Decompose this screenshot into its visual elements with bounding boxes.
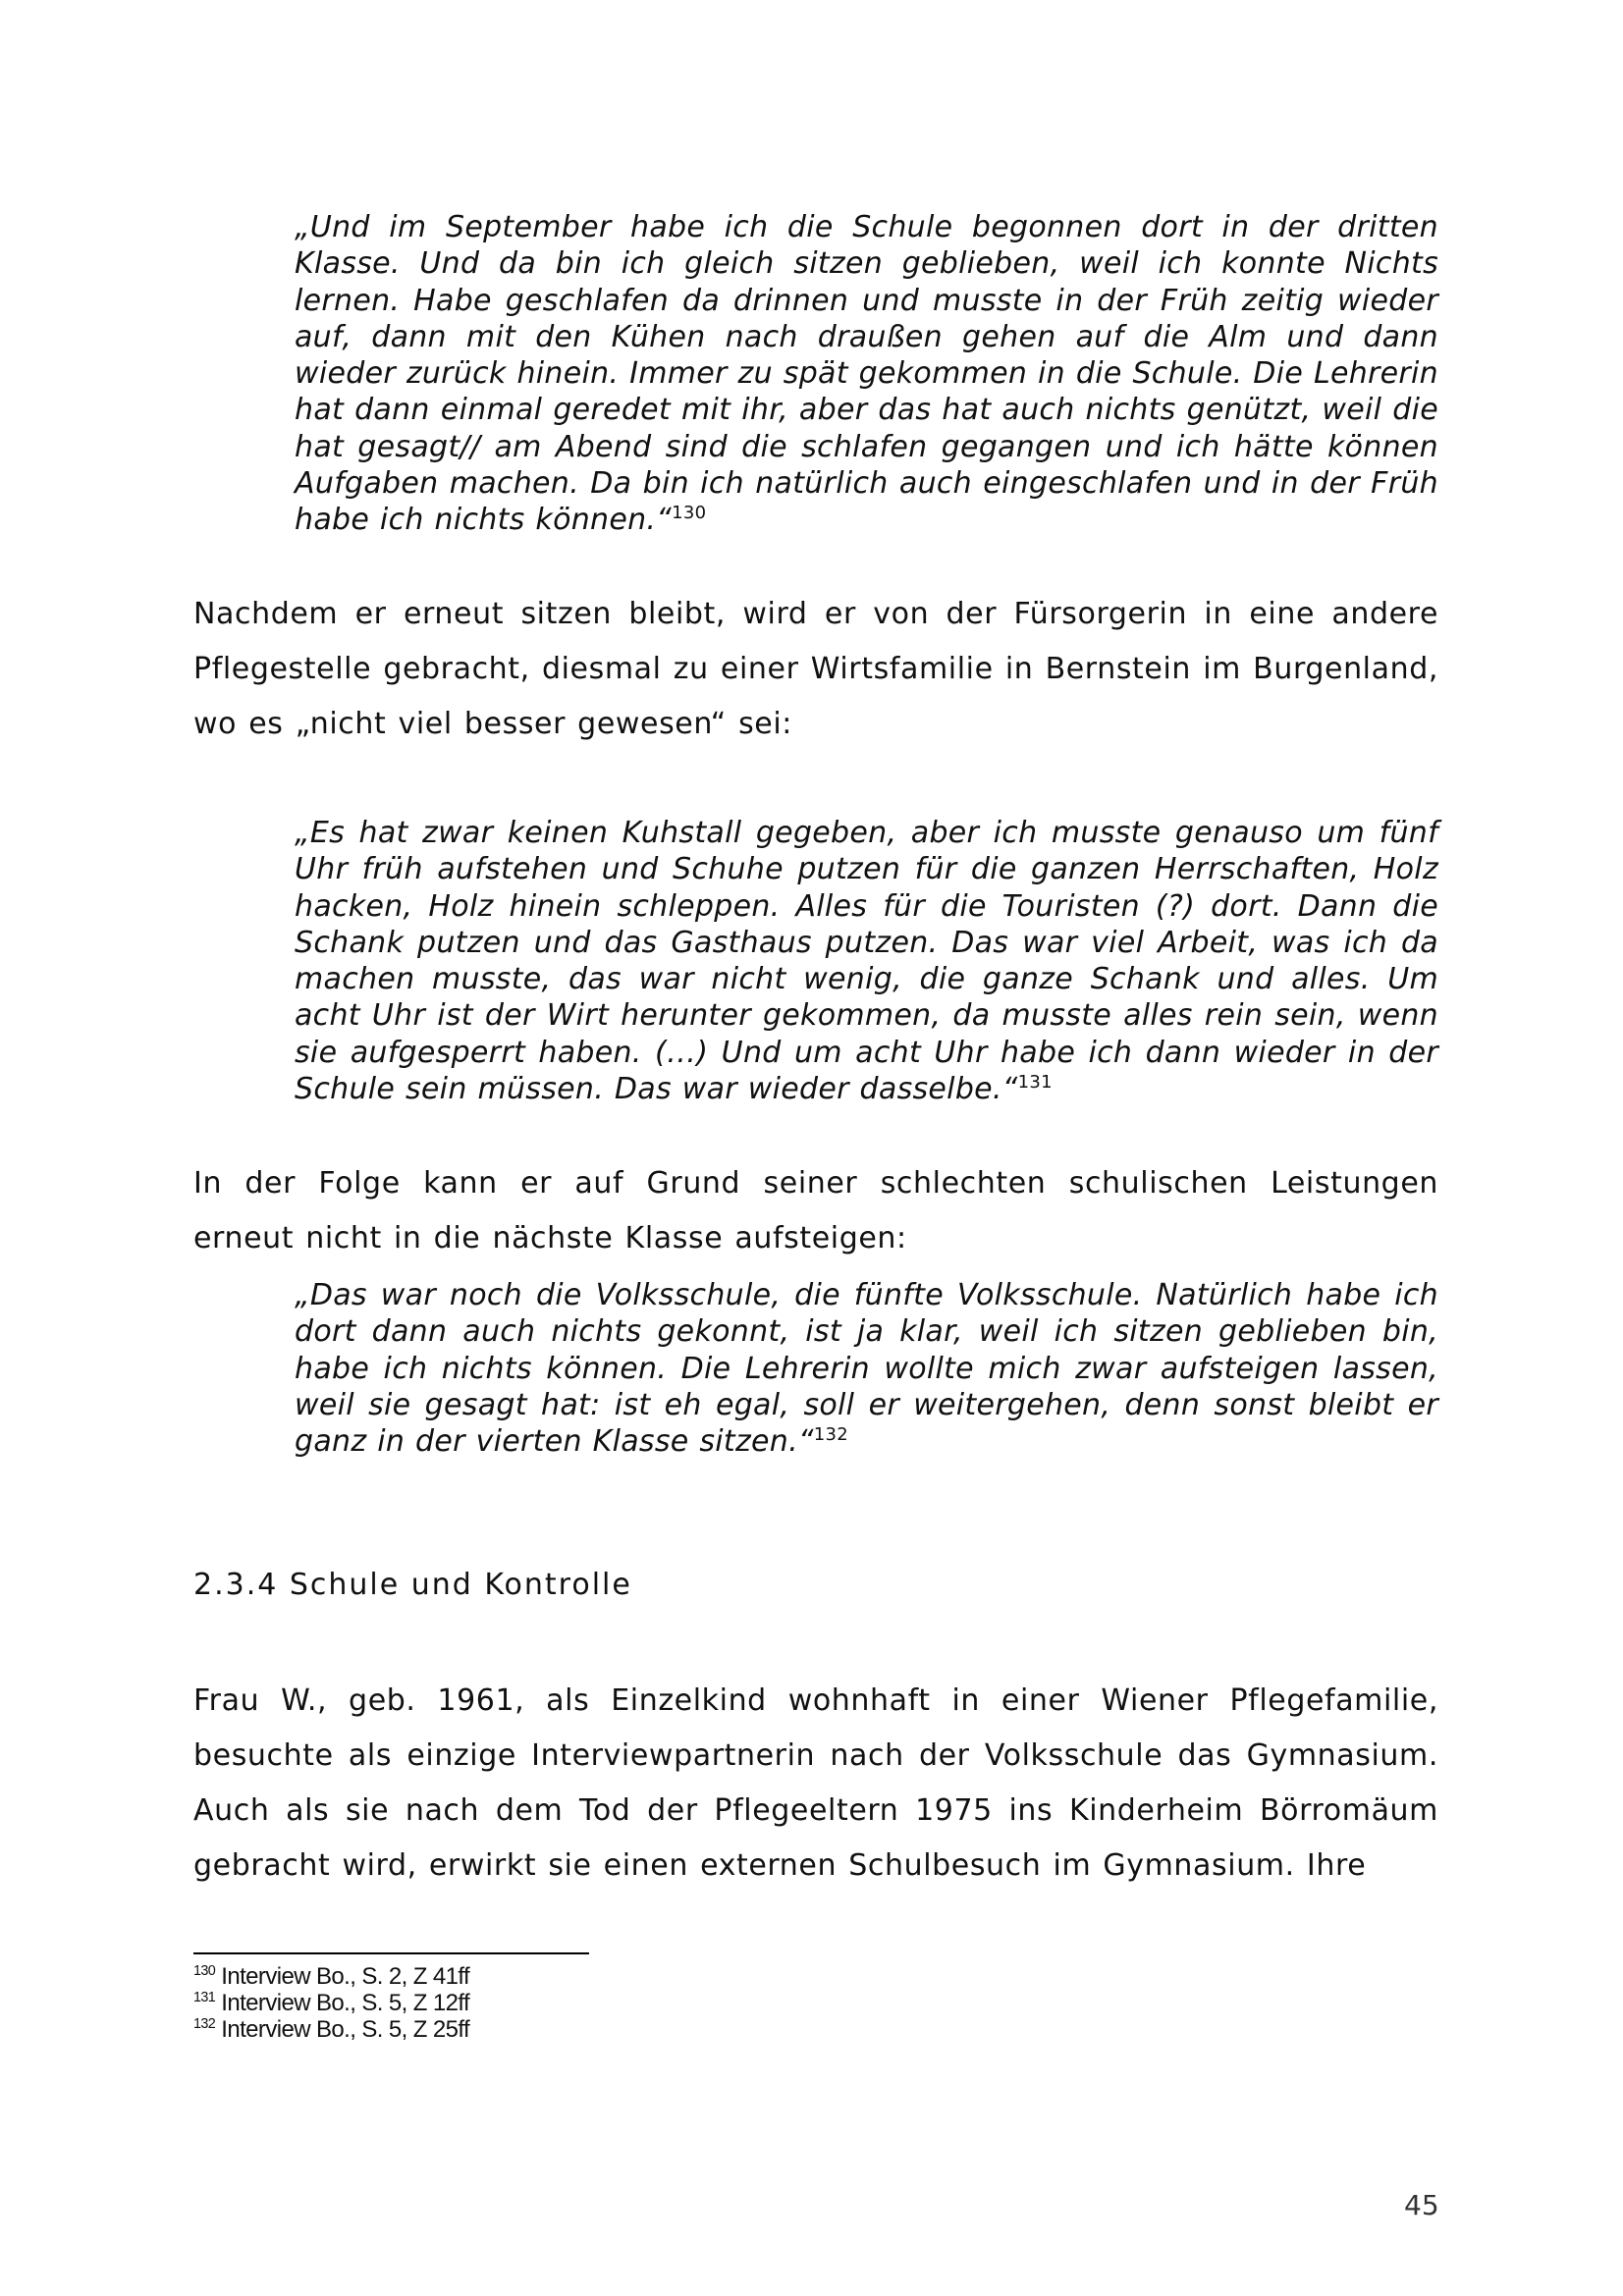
quote-3-text: „Das war noch die Volksschule, die fünfte Volksschule. Natürlich habe ich dort dann auch nichts gekonnt, ist ja klar, weil ich sitzen geblieben bin, habe ich nichts können. Die Lehrerin wollte mich zwar aufsteigen lassen, weil sie gesagt hat: ist eh egal, soll er weitergehen, denn sonst bleibt er ganz in der vierten Klasse sitzen.“ bbox=[295, 1278, 1438, 1460]
body-paragraph-2: In der Folge kann er auf Grund seiner schlechten schulischen Leistungen erneut nicht in die nächste Klasse aufsteigen: bbox=[193, 1166, 1438, 1255]
body-paragraph-3: Frau W., geb. 1961, als Einzelkind wohnhaft in einer Wiener Pflegefamilie, besuchte als einzige Interviewpartnerin nach der Volksschule das Gymnasium. Auch als sie nach dem Tod der Pflegeeltern 1975 ins Kinderheim Börromäum gebracht wird, erwirkt sie einen externen Schulbesuch im Gymnasium. Ihre bbox=[193, 1683, 1438, 1883]
footnote-number: 132 bbox=[193, 2016, 216, 2032]
footnote-132 bbox=[193, 2016, 469, 2043]
footnote-130 bbox=[193, 1963, 469, 1990]
footnote-text: Interview Bo., S. 5, Z 12ff bbox=[221, 1990, 470, 2016]
quote-2-text: „Es hat zwar keinen Kuhstall gegeben, aber ich musste genauso um fünf Uhr früh aufstehen und Schuhe putzen für die ganzen Herrschaften, Holz hacken, Holz hinein schleppen. Alles für die Touristen (?) dort. Dann die Schank putzen und das Gasthaus putzen. Das war viel Arbeit, was ich da machen musste, das war nicht wenig, die ganze Schank und alles. Um acht Uhr ist der Wirt herunter gekommen, da musste alles rein sein, wenn sie aufgesperrt haben. (…) Und um acht Uhr habe ich dann wieder in der Schule sein müssen. Das war wieder dasselbe.“ bbox=[295, 816, 1438, 1107]
footnotes-list bbox=[193, 1963, 469, 2043]
footnote-131 bbox=[193, 1990, 469, 2016]
block-quote-2 bbox=[295, 815, 1438, 1107]
footnote-separator bbox=[193, 1952, 589, 1954]
section-heading: 2.3.4 Schule und Kontrolle bbox=[193, 1568, 632, 1602]
block-quote-3 bbox=[295, 1277, 1438, 1460]
footnote-ref-131: 131 bbox=[1017, 1072, 1053, 1094]
footnote-number: 131 bbox=[193, 1990, 216, 2005]
footnote-ref-132: 132 bbox=[813, 1424, 849, 1446]
footnote-text: Interview Bo., S. 2, Z 41ff bbox=[221, 1963, 470, 1990]
footnote-number: 130 bbox=[193, 1963, 216, 1979]
footnote-ref-130: 130 bbox=[672, 503, 707, 524]
block-quote-1 bbox=[295, 209, 1438, 539]
footnote-text: Interview Bo., S. 5, Z 25ff bbox=[221, 2016, 470, 2043]
page-number: 45 bbox=[1404, 2189, 1439, 2221]
quote-1-text: „Und im September habe ich die Schule begonnen dort in der dritten Klasse. Und da bin ich gleich sitzen geblieben, weil ich konnte Nichts lernen. Habe geschlafen da drinnen und musste in der Früh zeitig wieder auf, dann mit den Kühen nach draußen gehen auf die Alm und dann wieder zurück hinein. Immer zu spät gekommen in die Schule. Die Lehrerin hat dann einmal geredet mit ihr, aber das hat auch nichts genützt, weil die hat gesagt// am Abend sind die schlafen gegangen und ich hätte können Aufgaben machen. Da bin ich natürlich auch eingeschlafen und in der Früh habe ich nichts können.“ bbox=[295, 210, 1438, 538]
body-paragraph-1: Nachdem er erneut sitzen bleibt, wird er von der Fürsorgerin in eine andere Pflegestelle gebracht, diesmal zu einer Wirtsfamilie in Bernstein im Burgenland, wo es „nicht viel besser gewesen“ sei: bbox=[193, 597, 1438, 741]
